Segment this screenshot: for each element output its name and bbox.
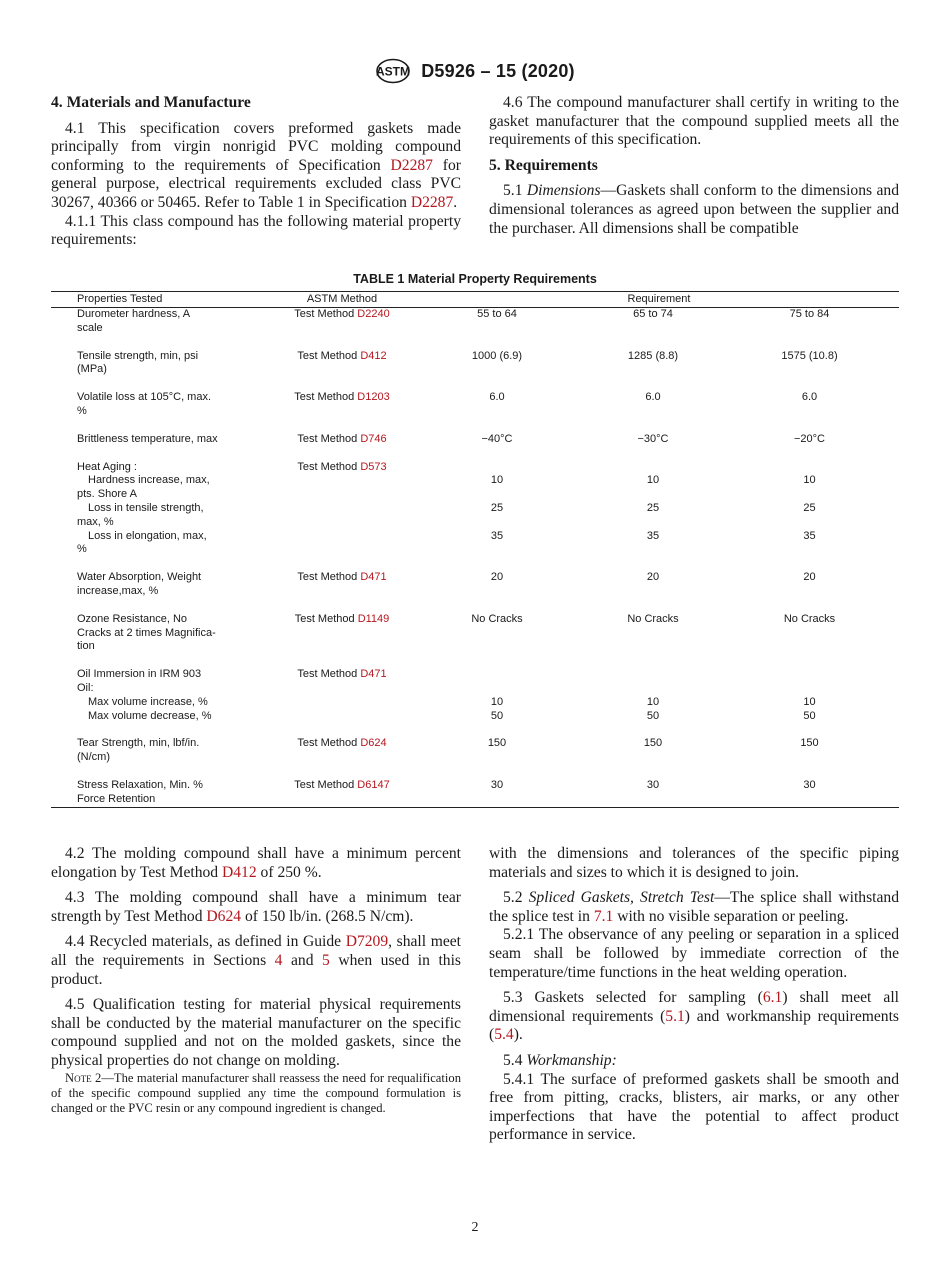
link-d1203[interactable]: D1203 [357,391,390,404]
page-number: 2 [471,1220,479,1235]
paragraph-4-5: 4.5 Qualification testing for material physical requirements shall be conducted by the material manufacturer on the specific compound supplied and not on the molded gaskets, since the physical properties do not change on molding. [51,996,461,1069]
table-row: Max volume increase, % 10 10 10 [88,695,816,708]
material-property-table [51,291,899,808]
paragraph-4-3: 4.3 The molding compound shall have a minimum tear strength by Test Method D624 of 150 lb/in. (268.5 N/cm). [51,889,461,925]
page-header [0,58,950,84]
link-6-1[interactable]: 6.1 [762,989,783,1007]
paragraph-5-3: 5.3 Gaskets selected for sampling (6.1) shall meet all dimensional requirements (5.1) and workmanship requirements (5.4). [489,989,900,1044]
paragraph-5-2-1: 5.2.1 The observance of any peeling or separation in a spliced seam shall be followed by immediate correction of the temperature/time functions in the heat welding operation. [489,926,899,981]
table-header [51,292,899,308]
svg-text:ASTM: ASTM [376,64,411,79]
link-d7209[interactable]: D7209 [345,933,389,951]
top-right-column [489,94,899,238]
table-row: Loss in elongation, max, % 35 35 35 [77,529,816,556]
table-row: Stress Relaxation, Min. % Force Retention Test Method D6147 30 30 30 [77,778,816,805]
table-row: Water Absorption, Weight increase,max, % Test Method D471 20 20 20 [77,571,816,597]
section-4-heading: 4. Materials and Manufacture [51,94,251,111]
paragraph-4-2: 4.2 The molding compound shall have a minimum percent elongation by Test Method D412 of 250 %. [51,845,461,881]
link-d624-b[interactable]: D624 [206,907,242,925]
header-requirement: Requirement [627,293,691,305]
table-row: Durometer hardness, A scale Test Method D2240 55 to 64 65 to 74 75 to 84 [77,308,830,334]
table-row: Heat Aging : Test Method D573 [77,460,387,473]
table-title: TABLE 1 Material Property Requirements [353,272,597,286]
table-row: Max volume decrease, % 50 50 50 [88,709,816,722]
table-row: Oil Immersion in IRM 903 Oil: Test Method D471 [77,668,387,694]
document-designation: D5926 – 15 (2020) [421,60,575,81]
paragraph-4-4: 4.4 Recycled materials, as defined in Guide D7209, shall meet all the requirements in Sections 4 and 5 when used in this product. [51,933,461,988]
paragraph-4-1: 4.1 This specification covers preformed gaskets made principally from virgin nonrigid PVC molding compound conforming to the requirements of Specification D2287 for general purpose, electrical requirements excluded class PVC 30267, 40366 or 50465. Refer to Table 1 in Specification D2287. [51,119,461,211]
bottom-right-column [489,845,899,1145]
paragraph-4-6: 4.6 The compound manufacturer shall certify in writing to the gasket manufacturer that the compound supplied meets all the requirements of this specification. [489,94,899,149]
link-d573[interactable]: D573 [360,460,387,473]
link-d412-b[interactable]: D412 [222,863,257,881]
table-row: Brittleness temperature, max Test Method D746 −40°C −30°C −20°C [77,432,825,445]
note-2: Note 2—The material manufacturer shall reassess the need for requalification of the specific compound supplied any time the compound formulation is changed or the PVC resin or any compound ingredient is changed. [51,1070,461,1116]
link-d471[interactable]: D471 [360,571,387,584]
table-row: Ozone Resistance, No Cracks at 2 times Magnifica- tion Test Method D1149 No Cracks No Cracks No Cracks [77,612,836,653]
header-method: ASTM Method [306,293,378,305]
link-d1149[interactable]: D1149 [357,612,390,625]
link-d624[interactable]: D624 [360,737,387,750]
paragraph-5-4-1: 5.4.1 The surface of preformed gaskets shall be smooth and free from pitting, cracks, blisters, air marks, or any other imperfections that have the potential to affect product performance in service. [489,1070,899,1144]
header-properties: Properties Tested [77,293,163,305]
table-row: Volatile loss at 105°C, max. % Test Method D1203 6.0 6.0 6.0 [77,391,818,417]
link-d2287[interactable]: D2287 [390,156,433,174]
astm-logo-icon [375,58,411,84]
link-d412[interactable]: D412 [360,349,387,362]
link-d2240[interactable]: D2240 [357,308,390,320]
paragraph-4-1-1: 4.1.1 This class compound has the following material property requirements: [51,212,461,249]
table-row: Hardness increase, max, pts. Shore A 10 10 10 [77,474,816,501]
link-5-4[interactable]: 5.4 [494,1026,514,1044]
paragraph-5-1: 5.1 Dimensions—Gaskets shall conform to the dimensions and dimensional tolerances as agreed upon between the supplier and the purchaser. All dimensions shall be compatible [489,182,899,237]
link-section-4[interactable]: 4 [274,951,283,969]
paragraph-5-1-continued: with the dimensions and tolerances of the specific piping materials and sizes to which it is designed to join. [489,845,899,881]
link-5-1[interactable]: 5.1 [665,1007,685,1025]
link-d746[interactable]: D746 [360,432,387,445]
top-left-column [51,94,461,250]
table-row: Tensile strength, min, psi (MPa) Test Method D412 1000 (6.9) 1285 (8.8) 1575 (10.8) [77,349,838,376]
bottom-left-column [51,845,461,1116]
link-d6147[interactable]: D6147 [357,778,390,791]
link-section-5[interactable]: 5 [322,951,330,969]
section-5-heading: 5. Requirements [489,156,598,174]
table-row: Loss in tensile strength, max, % 25 25 25 [77,501,816,528]
table-row: Tear Strength, min, lbf/in. (N/cm) Test Method D624 150 150 150 [77,737,819,764]
paragraph-5-2: 5.2 Spliced Gaskets, Stretch Test—The splice shall withstand the splice test in 7.1 with no visible separation or peeling. [489,889,900,925]
paragraph-5-4: 5.4 Workmanship: [503,1051,617,1069]
link-d2287-b[interactable]: D2287 [410,193,454,211]
link-d471-b[interactable]: D471 [360,668,387,681]
link-7-1[interactable]: 7.1 [593,907,614,925]
